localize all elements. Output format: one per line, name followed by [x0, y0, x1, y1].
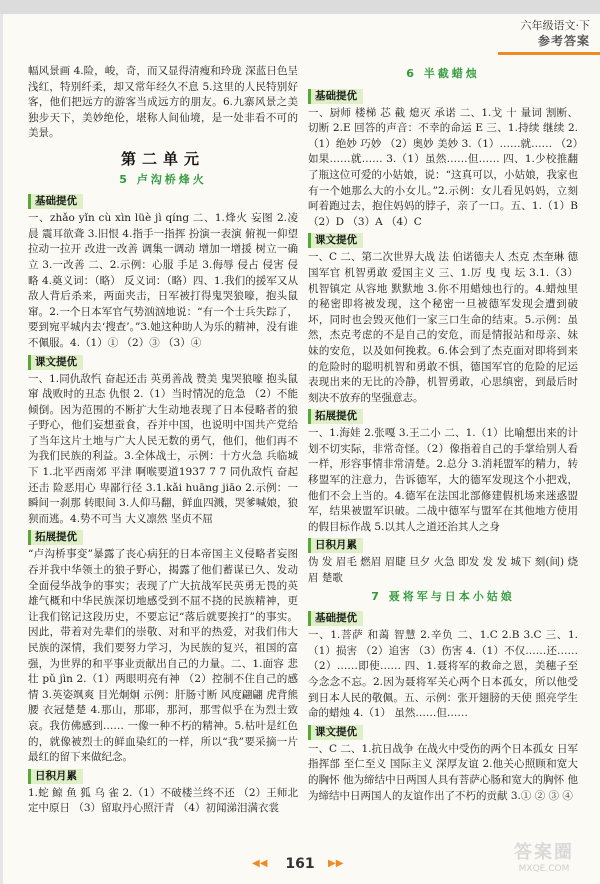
section-text-extend-6: 一、1.海娃 2.张嘎 3.王二小 二、1.（1）比喻想出来的计划不切实际，非常奇怪。（2）像指着自己的手掌给别人看一样，形容事情非常清楚。2.总分 3.消耗盟军的精力，转移盟军的注意力，告诉德军，大的德军发现这个小把戏，他们不会上当的。4.德军在法国北部修建假机场来迷惑盟军，结果被盟军识破。二战中德军与盟军在其他地方使用的假目标作战 5.以其人之道还治其人之身 [308, 427, 578, 533]
lesson-5-title: 5 卢沟桥烽火 [119, 172, 207, 186]
section-head-daily: 日积月累 [28, 769, 83, 784]
section-head-text: 课文提优 [28, 355, 83, 370]
section-head-text-6: 课文提优 [308, 233, 363, 248]
answers-label: 参考答案 [537, 34, 590, 48]
intro-paragraph: 幅风景画 4.险，峻，奇，而又显得清瘦和玲珑 深蓝日色呈浅红，特别纤柔，却又常年经久不息 5.这里的人民特别好客，他们把远方的游客当成远方的朋友。6.九寨风景之美独步天下，美妙绝伦，堪称人间仙境，是一处非看不可的美景。 [28, 65, 298, 140]
page-header [0, 0, 600, 52]
watermark [494, 842, 594, 882]
section-text-text: 一、1.同仇敌忾 奋起还击 英勇善战 赞美 鬼哭狼嚎 抱头鼠窜 战败时的丑态 仇恨 2.（1）当时情况的危急 （2）不能倾倒。因为范围的不断扩大生动地表现了日本侵略者的狼子野心，他们妄想蚕食，吞并中国，也说明中国共产党给了当年这片土地与广大人民无数的勇气，他们，他们再不为我们民族的利益。3.全体战士，示例：十方火急 兵临城下 1.北平西南郊 平津 啊喉要道1937 7 7 同仇敌忾 奋起还击 险恶用心 卑鄙行径 3.1.kǎi huāng jiāo 2.示例：一瞬间一刹那 转眼间 3.人仰马翻，鲜血四溅，哭爹喊娘，狼狈而逃。4.势不可当 大义凛然 坚贞不屈 [28, 372, 298, 525]
page-edge [0, 14, 3, 884]
section-text-daily-6: 伪 发 眉毛 燃眉 眉睫 旦夕 火急 即发 发 发 城下 刻(间) 烧眉 楚歌 [308, 556, 578, 585]
section-text-extend: “卢沟桥事变”暴露了丧心病狂的日本帝国主义侵略者妄图吞并我中华领土的狼子野心，揭露了他们蓄谋已久、发动全面侵华战争的事实；表现了广大抗战军民英勇无畏的英雄气概和中华民族深切地感受到不屈不挠的民族精神，更让我们铭记这段历史，不要忘记“落后就要挨打”的事实。因此，带着对先辈们的崇敬、对和平的热爱，对我们伟大民族的深情，我们要努力学习，为民族的复兴，祖国的富强，为世界的和平事业贡献出自己的力量。二、1.面容 悲壮 pǔ jìn 2.（1）两眼明亮有神 （2）控制不住自己的感情 3.英姿飒爽 目光炯炯 示例：肝肠寸断 风度翩翩 虎背熊腰 衣冠楚楚 4.那山，那耶，那河，那雪似乎在为烈士致哀。我仿佛感到…… 一像一种不朽的精神。5.枯叶是红色的，就像被烈士的鲜血染红的一样，所以“我”要采摘一片最红的留下来做纪念。 [28, 548, 298, 764]
header-grey-strip [0, 0, 600, 14]
section-text-basic-7: 一、1.菩萨 和蔼 智慧 2.辛负 二、1.C 2.B 3.C 三、1.（1）损害 （2）追害 （3）伤害 4.（1）不仅……还…… （2）……即使…… 四、1.聂将军的救命之恩，美穗子至今念念不忘。2.因为聂将军关心两个日本孤女，所以他受到日本人民的敬佩。五、示例：张开翅膀的天使 照亮学生命的蜡烛 4.（1） 虽然……但…… [308, 629, 578, 720]
section-head-extend-6: 拓展提优 [308, 409, 363, 424]
prev-page-arrow-icon: ◀◀ [252, 858, 268, 869]
watermark-title: 答案圈 [514, 842, 574, 863]
grade-label: 六年级语文·下 [520, 19, 590, 32]
section-text-text-6: 一、C 二、第二次世界大战 法 伯诺德夫人 杰克 杰奎琳 德国军官 机智勇敢 爱国主义 三、1.厉 曳 曳 坛 3.1.（3） 机智镇定 从容地 默默地 3.你不用蜡烛也行的。4.蜡烛里的秘密即将被发现，这个秘密一旦被德军发现会遭到破坏，同时也会毁灭他们一家三口生命的结束。5.示例：虽然，杰克考虑的不是自己的安危，而是情报站和母亲、妹妹的安危，以及如何挽救。6.体会到了杰克面对即将到来的危险时的聪明机智和勇敢不惧，德国军官的危险的尼运表现出来的无比的冷静，机智勇敢，心思缜密，到最后时刻决不放弃的坚强意志。 [308, 251, 578, 404]
right-column [308, 64, 578, 804]
section-text-basic-6: 一、厨师 楼梯 芯 截 熄灭 承诺 二、1.戈 十 量词 割断、切断 2.E 回答的声音：不幸的命运 E 三、1.持续 继续 2.（1）绝妙 巧妙 （2）奥妙 美妙 3.（1）……就…… （2）如果……就…… 3.（1）虽然……但…… 四、1.少校推翻了瓶这位可爱的小姑娘，说：“这真可以，小姑娘，我家也有一个她那么大的小女儿。”2.示例：女儿看见妈妈，立刻呵着跑过去，抱住妈妈的脖子，亲了一口。五、1.（1）B （2）D （3）A （4）C [308, 106, 578, 228]
section-head-extend: 拓展提优 [28, 530, 83, 545]
header-tag [498, 18, 600, 52]
section-head-basic-6: 基础提优 [308, 89, 363, 104]
watermark-url: MXQE.COM [518, 864, 570, 874]
lesson-6-title: 6 半截蜡烛 [406, 67, 480, 80]
section-head-daily-6: 日积月累 [308, 538, 363, 553]
section-head-text-7: 课文提优 [308, 725, 363, 740]
section-text-daily: 1.蛇 鲸 鱼 狐 乌 雀 2.（1）不破楼兰终不还 （2）王师北定中原日 （3）留取丹心照汗青 （4）初闻涕泪满衣裳 [28, 786, 298, 815]
section-text-text-7: 一、C 二、1.抗日战争 在战火中受伤的两个日本孤女 日军指挥部 至仁至义 国际主义 深厚友谊 2.他关心照顾和宽大的胸怀 他为缔结中日两国人具有菩萨心肠和宽大的胸怀 他为缔结中日两国人的友谊作出了不朽的贡献 3.① ② ③ ④ [308, 742, 578, 802]
header-accent-bar [498, 52, 600, 55]
next-page-arrow-icon: ▶▶ [328, 858, 344, 869]
page-number: 161 [285, 856, 315, 872]
section-head-basic-7: 基础提优 [308, 611, 363, 626]
lesson-7-title: 7 聂将军与日本小姑娘 [371, 589, 515, 603]
section-head-basic: 基础提优 [28, 194, 83, 209]
section-text-basic: 一、zhǎo yǐn cù xìn lüè jì qíng 二、1.烽火 妄图 2.凌晨 震耳欲聋 3.旧恨 4.指手一指挥 扮演一表演 俯视一仰望 拉动一拉开 改进一改善 调集一调动 增加一增援 树立一确立 3.一改善 二、2.示例：心服 手足 3.侮辱 侵占 侵害 侵略 4.奠义词：（略） 反义词：（略）四、1.我们的援军又从敌人背后杀来，两面夹击，日军被打得鬼哭狼嚎，抱头鼠窜。2.一个日本军官气势汹汹地说：“有一个士兵失踪了，要到宛平城内去‘搜查’。”3.她这种助人为乐的精神，没有谁不佩服。4.（1）① （2）③ （3）④ [28, 212, 298, 349]
left-column [28, 64, 298, 817]
unit-title: 第二单元 [120, 149, 205, 168]
